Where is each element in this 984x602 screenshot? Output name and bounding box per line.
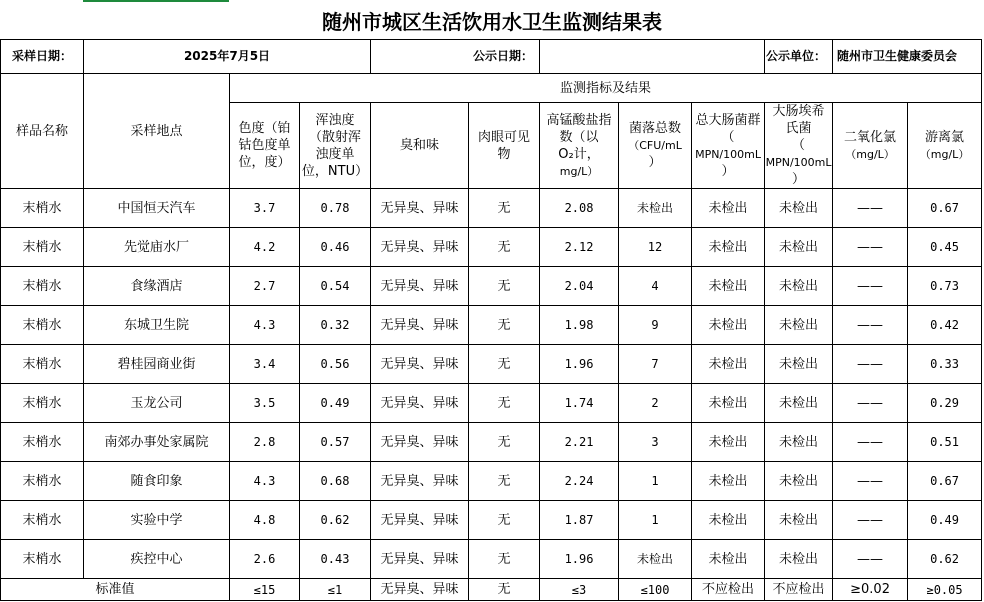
cell-total-coliforms[interactable]: 未检出 xyxy=(692,189,765,228)
publisher-label[interactable]: 公示单位： xyxy=(765,40,833,74)
cell-free-chlorine[interactable]: 0.33 xyxy=(908,345,982,384)
cell-color[interactable]: 2.7 xyxy=(230,267,300,306)
cell-chlorine-dioxide[interactable]: —— xyxy=(833,228,908,267)
cell-location[interactable]: 食缘酒店 xyxy=(84,267,230,306)
cell-odor-taste[interactable]: 无异臭、异味 xyxy=(371,345,469,384)
table-row xyxy=(1,267,982,306)
cell-chlorine-dioxide[interactable]: —— xyxy=(833,189,908,228)
cell-permanganate[interactable]: 2.12 xyxy=(540,228,619,267)
cell-location[interactable]: 中国恒天汽车 xyxy=(84,189,230,228)
cell-e-coli[interactable]: 未检出 xyxy=(765,501,833,540)
cell-sample-name[interactable]: 末梢水 xyxy=(1,540,84,579)
cell-chlorine-dioxide[interactable]: —— xyxy=(833,345,908,384)
header-permanganate-index[interactable]: 高锰酸盐指 数（以 O₂计， mg/L） xyxy=(540,103,619,189)
cell-e-coli[interactable]: 未检出 xyxy=(765,228,833,267)
cell-permanganate[interactable]: 2.04 xyxy=(540,267,619,306)
cell-turbidity[interactable]: 0.54 xyxy=(300,267,371,306)
cell-location[interactable]: 疾控中心 xyxy=(84,540,230,579)
cell-free-chlorine[interactable]: 0.67 xyxy=(908,189,982,228)
cell-visible-matter[interactable]: 无 xyxy=(469,462,540,501)
cell-permanganate[interactable]: 1.96 xyxy=(540,540,619,579)
cell-free-chlorine[interactable]: 0.51 xyxy=(908,423,982,462)
cell-odor-taste[interactable]: 无异臭、异味 xyxy=(371,189,469,228)
cell-turbidity[interactable]: 0.32 xyxy=(300,306,371,345)
cell-colony-count[interactable]: 4 xyxy=(619,267,692,306)
cell-location[interactable]: 南郊办事处家属院 xyxy=(84,423,230,462)
cell-e-coli[interactable]: 未检出 xyxy=(765,540,833,579)
cell-e-coli[interactable]: 未检出 xyxy=(765,384,833,423)
publish-date-label[interactable]: 公示日期： xyxy=(371,40,540,74)
cell-turbidity[interactable]: 0.43 xyxy=(300,540,371,579)
cell-location[interactable]: 东城卫生院 xyxy=(84,306,230,345)
cell-turbidity[interactable]: 0.68 xyxy=(300,462,371,501)
standard-turbidity[interactable]: ≤1 xyxy=(300,579,371,601)
header-location[interactable]: 采样地点 xyxy=(84,74,230,189)
cell-sample-name[interactable]: 末梢水 xyxy=(1,462,84,501)
cell-total-coliforms[interactable]: 未检出 xyxy=(692,462,765,501)
cell-visible-matter[interactable]: 无 xyxy=(469,267,540,306)
cell-chlorine-dioxide[interactable]: —— xyxy=(833,384,908,423)
cell-visible-matter[interactable]: 无 xyxy=(469,384,540,423)
table-row xyxy=(1,501,982,540)
cell-visible-matter[interactable]: 无 xyxy=(469,540,540,579)
header-odor-taste[interactable]: 臭和味 xyxy=(371,103,469,189)
cell-odor-taste[interactable]: 无异臭、异味 xyxy=(371,462,469,501)
cell-chlorine-dioxide[interactable]: —— xyxy=(833,306,908,345)
cell-odor-taste[interactable]: 无异臭、异味 xyxy=(371,384,469,423)
cell-permanganate[interactable]: 1.98 xyxy=(540,306,619,345)
cell-turbidity[interactable]: 0.78 xyxy=(300,189,371,228)
cell-total-coliforms[interactable]: 未检出 xyxy=(692,423,765,462)
cell-color[interactable]: 2.8 xyxy=(230,423,300,462)
cell-chlorine-dioxide[interactable]: —— xyxy=(833,267,908,306)
cell-color[interactable]: 4.2 xyxy=(230,228,300,267)
header-free-chlorine[interactable]: 游离氯 （mg/L） xyxy=(908,103,982,189)
header-color[interactable]: 色度（铂 钴色度单 位，度） xyxy=(230,103,300,189)
cell-e-coli[interactable]: 未检出 xyxy=(765,189,833,228)
cell-sample-name[interactable]: 末梢水 xyxy=(1,306,84,345)
standard-label[interactable]: 标准值 xyxy=(1,579,230,601)
cell-sample-name[interactable]: 末梢水 xyxy=(1,189,84,228)
cell-visible-matter[interactable]: 无 xyxy=(469,501,540,540)
cell-sample-name[interactable]: 末梢水 xyxy=(1,501,84,540)
header-turbidity[interactable]: 浑浊度 （散射浑 浊度单 位，NTU） xyxy=(300,103,371,189)
standard-e-coli[interactable]: 不应检出 xyxy=(765,579,833,601)
sample-date-value[interactable]: 2025年7月5日 xyxy=(84,40,371,74)
page-title: 随州市城区生活饮用水卫生监测结果表 xyxy=(322,10,662,34)
cell-free-chlorine[interactable]: 0.67 xyxy=(908,462,982,501)
table-row xyxy=(1,306,982,345)
cell-chlorine-dioxide[interactable]: —— xyxy=(833,540,908,579)
cell-colony-count[interactable]: 12 xyxy=(619,228,692,267)
publish-date-value[interactable] xyxy=(540,40,765,74)
cell-colony-count[interactable]: 2 xyxy=(619,384,692,423)
table-row xyxy=(1,540,982,579)
cell-color[interactable]: 3.4 xyxy=(230,345,300,384)
cell-total-coliforms[interactable]: 未检出 xyxy=(692,384,765,423)
cell-visible-matter[interactable]: 无 xyxy=(469,228,540,267)
cell-turbidity[interactable]: 0.56 xyxy=(300,345,371,384)
cell-color[interactable]: 4.3 xyxy=(230,306,300,345)
cell-e-coli[interactable]: 未检出 xyxy=(765,423,833,462)
cell-permanganate[interactable]: 1.87 xyxy=(540,501,619,540)
cell-location[interactable]: 先觉庙水厂 xyxy=(84,228,230,267)
cell-colony-count[interactable]: 7 xyxy=(619,345,692,384)
publisher-value[interactable]: 随州市卫生健康委员会 xyxy=(833,40,982,74)
cell-e-coli[interactable]: 未检出 xyxy=(765,345,833,384)
cell-colony-count[interactable]: 9 xyxy=(619,306,692,345)
cell-chlorine-dioxide[interactable]: —— xyxy=(833,501,908,540)
cell-sample-name[interactable]: 末梢水 xyxy=(1,267,84,306)
cell-chlorine-dioxide[interactable]: —— xyxy=(833,462,908,501)
header-e-coli[interactable]: 大肠埃希 氏菌 （ MPN/100mL ） xyxy=(765,104,832,187)
cell-location[interactable]: 实验中学 xyxy=(84,501,230,540)
cell-odor-taste[interactable]: 无异臭、异味 xyxy=(371,267,469,306)
cell-odor-taste[interactable]: 无异臭、异味 xyxy=(371,228,469,267)
cell-colony-count[interactable]: 未检出 xyxy=(619,189,692,228)
cell-free-chlorine[interactable]: 0.73 xyxy=(908,267,982,306)
cell-odor-taste[interactable]: 无异臭、异味 xyxy=(371,306,469,345)
standard-total-coliforms[interactable]: 不应检出 xyxy=(692,579,765,601)
cell-e-coli[interactable]: 未检出 xyxy=(765,267,833,306)
cell-color[interactable]: 2.6 xyxy=(230,540,300,579)
table-row xyxy=(1,189,982,228)
cell-visible-matter[interactable]: 无 xyxy=(469,423,540,462)
cell-sample-name[interactable]: 末梢水 xyxy=(1,345,84,384)
cell-colony-count[interactable]: 未检出 xyxy=(619,540,692,579)
cell-color[interactable]: 3.5 xyxy=(230,384,300,423)
cell-color[interactable]: 4.8 xyxy=(230,501,300,540)
cell-e-coli[interactable]: 未检出 xyxy=(765,306,833,345)
cell-color[interactable]: 4.3 xyxy=(230,462,300,501)
monitoring-results-table xyxy=(0,39,982,601)
table-row xyxy=(1,345,982,384)
table-row xyxy=(1,462,982,501)
cell-visible-matter[interactable]: 无 xyxy=(469,189,540,228)
cell-chlorine-dioxide[interactable]: —— xyxy=(833,423,908,462)
cell-permanganate[interactable]: 2.21 xyxy=(540,423,619,462)
header-visible-matter[interactable]: 肉眼可见 物 xyxy=(469,103,540,189)
cell-permanganate[interactable]: 2.08 xyxy=(540,189,619,228)
cell-turbidity[interactable]: 0.57 xyxy=(300,423,371,462)
cell-total-coliforms[interactable]: 未检出 xyxy=(692,228,765,267)
cell-total-coliforms[interactable]: 未检出 xyxy=(692,267,765,306)
header-chlorine-dioxide[interactable]: 二氧化氯 （mg/L） xyxy=(833,103,908,189)
cell-turbidity[interactable]: 0.62 xyxy=(300,501,371,540)
table-row xyxy=(1,384,982,423)
cell-total-coliforms[interactable]: 未检出 xyxy=(692,345,765,384)
header-sample-name[interactable]: 样品名称 xyxy=(1,74,84,189)
cell-total-coliforms[interactable]: 未检出 xyxy=(692,540,765,579)
table-row xyxy=(1,228,982,267)
header-total-coliforms[interactable]: 总大肠菌群 （ MPN/100mL ） xyxy=(692,103,765,189)
standard-colony-count[interactable]: ≤100 xyxy=(619,579,692,601)
cell-odor-taste[interactable]: 无异臭、异味 xyxy=(371,540,469,579)
cell-total-coliforms[interactable]: 未检出 xyxy=(692,501,765,540)
table-row xyxy=(1,423,982,462)
cell-free-chlorine[interactable]: 0.62 xyxy=(908,540,982,579)
cell-odor-taste[interactable]: 无异臭、异味 xyxy=(371,501,469,540)
cell-free-chlorine[interactable]: 0.49 xyxy=(908,501,982,540)
cell-sample-name[interactable]: 末梢水 xyxy=(1,228,84,267)
cell-color[interactable]: 3.7 xyxy=(230,189,300,228)
standard-free-chlorine[interactable]: ≥0.05 xyxy=(908,579,982,601)
standard-color[interactable]: ≤15 xyxy=(230,579,300,601)
cell-free-chlorine[interactable]: 0.42 xyxy=(908,306,982,345)
meta-row xyxy=(1,40,982,74)
cell-permanganate[interactable]: 2.24 xyxy=(540,462,619,501)
cell-free-chlorine[interactable]: 0.45 xyxy=(908,228,982,267)
cell-permanganate[interactable]: 1.74 xyxy=(540,384,619,423)
cell-location[interactable]: 玉龙公司 xyxy=(84,384,230,423)
cell-e-coli[interactable]: 未检出 xyxy=(765,462,833,501)
cell-odor-taste[interactable]: 无异臭、异味 xyxy=(371,423,469,462)
standard-odor-taste[interactable]: 无异臭、异味 xyxy=(371,579,469,601)
cell-total-coliforms[interactable]: 未检出 xyxy=(692,306,765,345)
standard-chlorine-dioxide[interactable]: ≥0.02 xyxy=(833,579,908,601)
cell-colony-count[interactable]: 1 xyxy=(619,462,692,501)
standard-permanganate[interactable]: ≤3 xyxy=(540,579,619,601)
cell-sample-name[interactable]: 末梢水 xyxy=(1,384,84,423)
cell-permanganate[interactable]: 1.96 xyxy=(540,345,619,384)
cell-free-chlorine[interactable]: 0.29 xyxy=(908,384,982,423)
cell-location[interactable]: 随食印象 xyxy=(84,462,230,501)
cell-colony-count[interactable]: 3 xyxy=(619,423,692,462)
cell-colony-count[interactable]: 1 xyxy=(619,501,692,540)
cell-location[interactable]: 碧桂园商业街 xyxy=(84,345,230,384)
table-body xyxy=(1,40,982,601)
cell-turbidity[interactable]: 0.49 xyxy=(300,384,371,423)
standard-row xyxy=(1,579,982,601)
cell-sample-name[interactable]: 末梢水 xyxy=(1,423,84,462)
standard-visible-matter[interactable]: 无 xyxy=(469,579,540,601)
cell-turbidity[interactable]: 0.46 xyxy=(300,228,371,267)
cell-visible-matter[interactable]: 无 xyxy=(469,345,540,384)
sample-date-label[interactable]: 采样日期： xyxy=(1,40,84,74)
header-colony-count[interactable]: 菌落总数 （CFU/mL ） xyxy=(619,103,692,189)
header-indicator-group[interactable]: 监测指标及结果 xyxy=(230,74,982,103)
cell-visible-matter[interactable]: 无 xyxy=(469,306,540,345)
group-header-row xyxy=(1,74,982,103)
